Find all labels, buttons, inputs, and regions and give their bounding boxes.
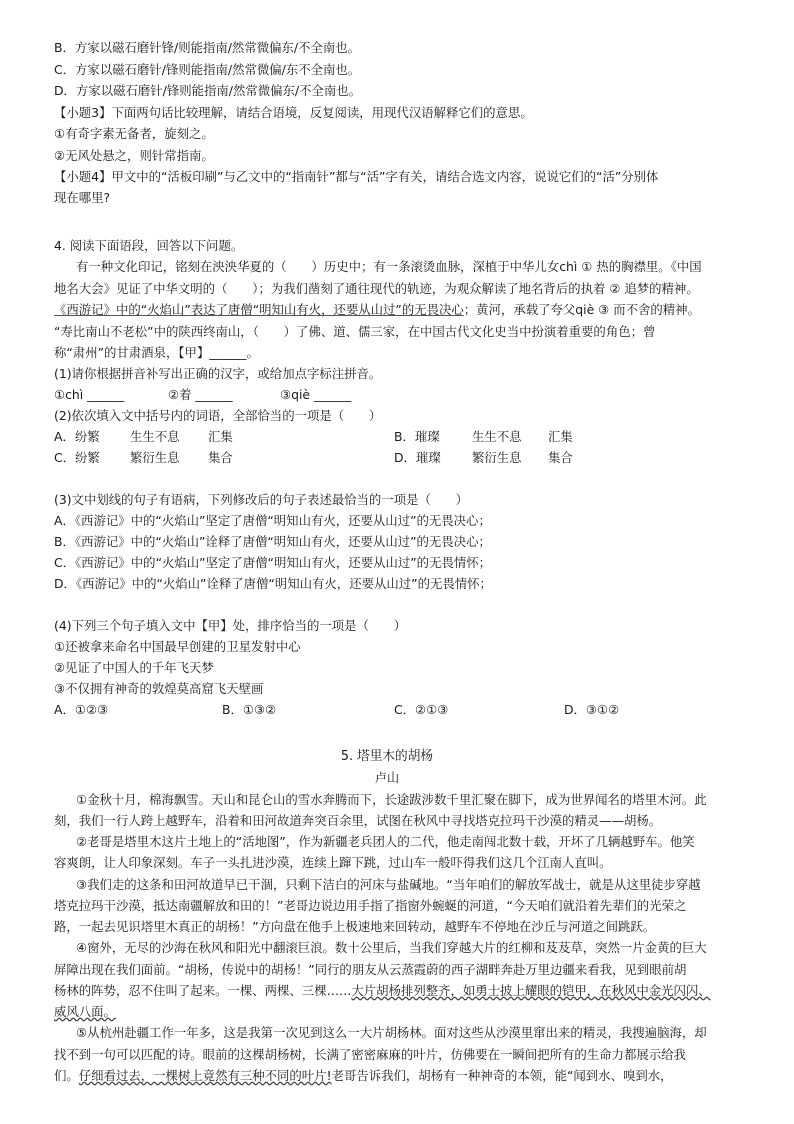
paragraph-line: 屏障出现在我们面前。“胡杨，传说中的胡杨！”同行的朋友从云蒸霞蔚的西子湖畔奔赴万里边疆来看我，见到眼前胡 <box>54 962 687 977</box>
sentence-2: ②无风处悬之，则针常指南。 <box>54 148 214 163</box>
choice-word: 集合 <box>548 450 573 465</box>
option-c: C．方家以磁石磨针/锋则能指南/然常微偏/东不全南也。 <box>54 62 361 77</box>
choice-c: C．《西游记》中的“火焰山”坚定了唐僧“明知山有火，还要从山过”的无畏情怀； <box>54 555 492 570</box>
paragraph-line: 路，一起去见识塔里木真正的胡杨！”方向盘在他手上极速地来回转动，越野车不停地在沙丘与河道之间跳跃。 <box>54 919 656 934</box>
choice-word: 汇集 <box>208 429 233 444</box>
choice-b: B．①③② <box>222 702 277 717</box>
choice-b: B．璀璨 <box>394 429 440 444</box>
paragraph-text: 杨林的阵势，忍不住叫了起来。一棵、两棵、三棵…… <box>54 983 352 998</box>
sentence-item: ①还被拿来命名中国最早创建的卫星发射中心 <box>54 639 301 654</box>
choice-c: C．纷繁 <box>54 450 100 465</box>
choice-a: A．纷繁 <box>54 429 100 444</box>
sentence-item: ②见证了中国人的千年飞天梦 <box>54 660 214 675</box>
wavy-underlined-sentence: 威风八面。 <box>54 1004 116 1019</box>
option-b: B．方家以磁石磨针锋/则能指南/然常微偏东/不全南也。 <box>54 40 361 55</box>
wavy-underlined-sentence: 大片胡杨排列整齐，如勇士披上耀眼的铠甲，在秋风中金光闪闪、 <box>351 983 711 998</box>
passage-text: ；黄河，承载了夸父qiè ③ 而不舍的精神 <box>463 302 688 317</box>
pinyin-item: ②着 ______ <box>168 387 233 402</box>
paragraph-line: ⑤从杭州赴疆工作一年多，这是我第一次见到这么一大片胡杨林。面对这些从沙漠里窜出来的精灵，我搜遍脑海，却 <box>76 1025 707 1040</box>
subquestion-4-cont: 现在哪里? <box>54 190 111 205</box>
paragraph-line: 找不到一句可以匹配的诗。眼前的这棵胡杨树，长满了密密麻麻的叶片，仿佛要在一瞬间把所有的生命力都展示给我 <box>54 1047 686 1062</box>
paragraph-line: ①金秋十月，棉海飘雪。天山和昆仑山的雪水奔腾而下，长途跋涉数千里汇聚在脚下，成为世界闻名的塔里木河。此 <box>76 792 707 807</box>
paragraph-line: 塔克拉玛干沙漠，抵达南疆解放和田的！”老哥边说边用手指了指窗外蜿蜒的河道，“今天咱们就沿着先辈们的光荣之 <box>54 898 687 913</box>
choice-d: D．《西游记》中的“火焰山”诠释了唐僧“明知山有火，还要从山过”的无畏情怀； <box>54 576 492 591</box>
choice-word: 繁衍生息 <box>472 450 522 465</box>
choice-c: C．②①③ <box>394 702 449 717</box>
choice-word: 汇集 <box>548 429 573 444</box>
paragraph-line: 刻，我们一行人跨上越野车，沿着和田河故道奔突百余里，试图在秋风中寻找塔克拉玛干沙漠的精灵——胡杨。 <box>54 813 662 828</box>
choice-a: A．《西游记》中的“火焰山”坚定了唐僧“明知山有火，还要从山过”的无畏决心； <box>54 513 491 528</box>
passage-text: 。 <box>687 302 700 317</box>
choice-d: D．璀璨 <box>394 450 441 465</box>
subquestion-3: 【小题3】下面两句话比较理解，请结合语境，反复阅读，用现代汉语解释它们的意思。 <box>54 105 533 120</box>
pinyin-item: ③qiè ______ <box>280 387 352 402</box>
choice-a: A．①②③ <box>54 702 109 717</box>
sentence-1: ①有奇字素无备者，旋刻之。 <box>54 126 214 141</box>
sentence-item: ③不仅拥有神奇的敦煌莫高窟飞天壁画 <box>54 681 264 696</box>
option-d: D．方家以磁石磨针/锋则能指南/然常微偏东/不全南也。 <box>54 83 362 98</box>
paragraph-text: 老哥告诉我们，胡杨有一种神奇的本领，能“闻到水、嗅到水， <box>331 1068 673 1083</box>
choice-d: D．③①② <box>564 702 620 717</box>
paragraph-line <box>54 981 711 1001</box>
article-author: 卢山 <box>374 770 400 785</box>
paragraph-line: ③我们走的这条和田河故道早已干涸，只剩下洁白的河床与盐碱地。“当年咱们的解放军战士，就是从这里徒步穿越 <box>76 877 701 892</box>
article-title: 5. 塔里木的胡杨 <box>340 749 434 764</box>
sub-question-1: (1)请你根据拼音补写出正确的汉字，或给加点字标注拼音。 <box>54 366 382 381</box>
passage-line: “寿比南山不老松”中的陕西终南山，（ ）了佛、道、儒三家，在中国古代文化史当中扮演着重要的角色；曾 <box>54 324 656 339</box>
passage-line <box>54 300 700 320</box>
passage-line: 地名大会》见证了中华文明的（ ）；为我们凿刻了通往现代的轨迹，为观众解读了地名背后的执着 ② 追梦的精神。 <box>54 281 699 296</box>
passage-line: 有一种文化印记，铭刻在泱泱华夏的（ ）历史中；有一条滚烫血脉，深植于中华儿女chì ① 热的胸襟里。《中国 <box>76 259 702 274</box>
wavy-underlined-sentence: 仔细看过去，一棵树上竟然有三种不同的叶片! <box>78 1068 332 1083</box>
paragraph-text: 们。 <box>54 1068 79 1083</box>
paragraph-line: ④窗外，无尽的沙海在秋风和阳光中翻滚巨浪。数十公里后，当我们穿越大片的红柳和芨芨草，突然一片金黄的巨大 <box>76 940 707 955</box>
subquestion-4: 【小题4】甲文中的“活板印刷”与乙文中的“指南针”都与“活”字有关，请结合选文内容，说说它们的“活”分别体 <box>54 169 659 184</box>
passage-line: 称“肃州”的甘肃酒泉，【甲】______。 <box>54 345 259 360</box>
choice-word: 繁衍生息 <box>130 450 180 465</box>
sub-question-2: (2)依次填入文中括号内的词语，全部恰当的一项是（ ） <box>54 408 382 423</box>
choice-word: 生生不息 <box>130 429 180 444</box>
choice-word: 集合 <box>208 450 233 465</box>
sub-question-4: (4)下列三个句子填入文中【甲】处，排序恰当的一项是（ ） <box>54 618 407 633</box>
question-4-title: 4. 阅读下面语段，回答以下问题。 <box>54 238 244 253</box>
underlined-sentence: 《西游记》中的“火焰山”表达了唐僧“明知山有火，还要从山过”的无畏决心 <box>54 302 464 317</box>
paragraph-line: 容爽朗，让人印象深刻。车子一头扎进沙漠，连续上蹿下跳，过山车一般吓得我们这几个江南人直叫。 <box>54 855 612 870</box>
paragraph-line <box>54 1002 116 1022</box>
paragraph-line: ②老哥是塔里木这片土地上的“活地图”，作为新疆老兵团人的二代，他走南闯北数十载，开坏了几辆越野车。他笑 <box>76 834 695 849</box>
choice-word: 生生不息 <box>472 429 522 444</box>
sub-question-3: (3)文中划线的句子有语病，下列修改后的句子表述最恰当的一项是（ ） <box>54 492 469 507</box>
pinyin-item: ①chì ______ <box>54 387 125 402</box>
paragraph-line <box>54 1066 673 1086</box>
choice-b: B．《西游记》中的“火焰山”诠释了唐僧“明知山有火，还要从山过”的无畏决心； <box>54 534 491 549</box>
